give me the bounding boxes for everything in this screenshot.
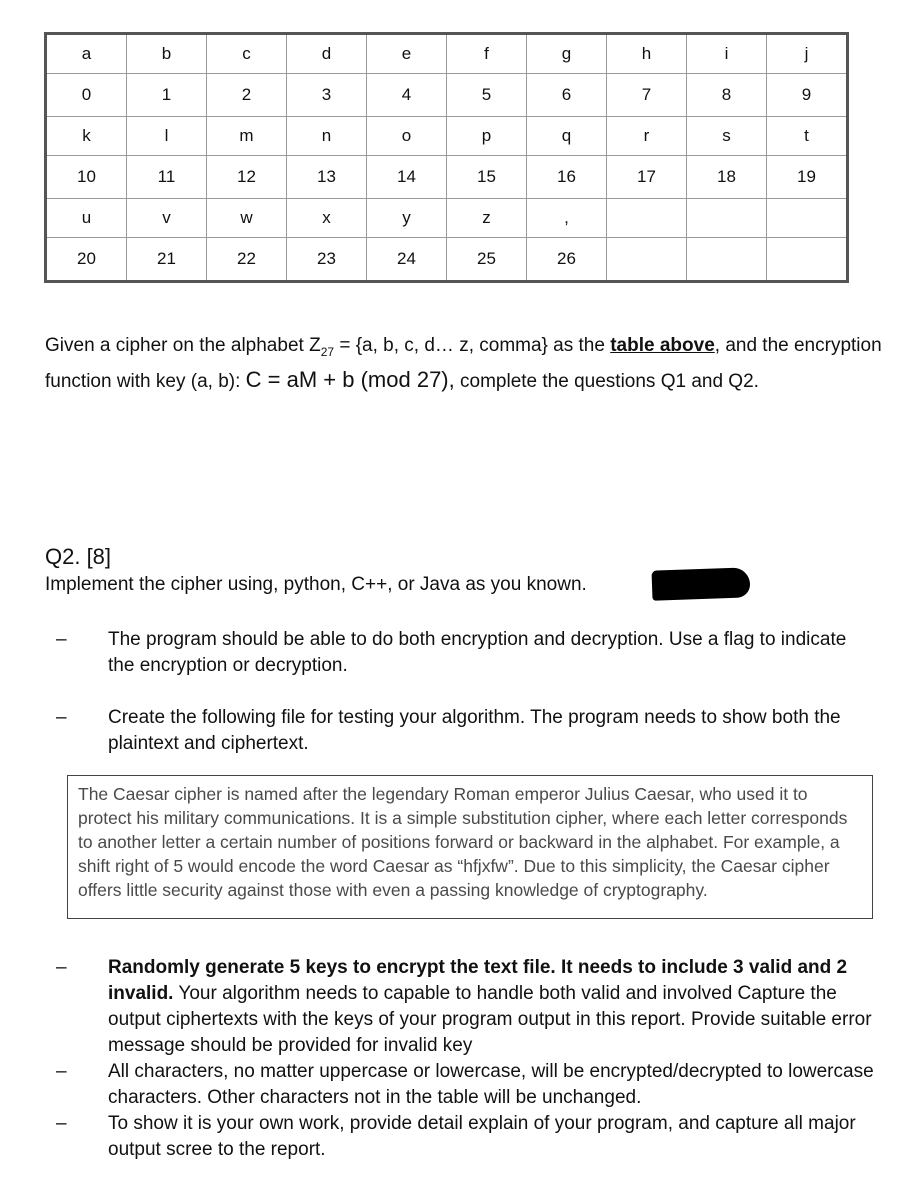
letter-cell: h xyxy=(607,34,687,74)
number-cell: 13 xyxy=(287,156,367,199)
number-cell: 18 xyxy=(687,156,767,199)
bullet-item xyxy=(56,1059,876,1111)
letter-cell: p xyxy=(447,117,527,156)
letter-cell: b xyxy=(127,34,207,74)
bullet-item xyxy=(56,705,868,757)
table-row xyxy=(46,156,848,199)
number-cell: 19 xyxy=(767,156,848,199)
intro-text-1: Given a cipher on the alphabet Z xyxy=(45,335,321,356)
letter-cell: x xyxy=(287,199,367,238)
letter-cell xyxy=(767,199,848,238)
table-row xyxy=(46,238,848,282)
letter-cell: j xyxy=(767,34,848,74)
number-cell: 26 xyxy=(527,238,607,282)
table-row xyxy=(46,74,848,117)
number-cell: 11 xyxy=(127,156,207,199)
dash-marker: – xyxy=(56,1061,67,1082)
number-cell xyxy=(767,238,848,282)
intro-paragraph xyxy=(45,332,885,395)
number-cell: 6 xyxy=(527,74,607,117)
letter-cell: z xyxy=(447,199,527,238)
alphabet-subscript: 27 xyxy=(320,344,335,359)
letter-cell: m xyxy=(207,117,287,156)
dash-marker: – xyxy=(56,707,67,728)
number-cell: 23 xyxy=(287,238,367,282)
bullet-item xyxy=(56,1111,876,1163)
number-cell: 5 xyxy=(447,74,527,117)
bullet-list-3 xyxy=(56,955,876,1163)
number-cell: 3 xyxy=(287,74,367,117)
number-cell: 8 xyxy=(687,74,767,117)
number-cell: 15 xyxy=(447,156,527,199)
letter-cell: f xyxy=(447,34,527,74)
number-cell: 22 xyxy=(207,238,287,282)
letter-cell: i xyxy=(687,34,767,74)
intro-text-4: complete the questions Q1 and Q2. xyxy=(454,370,759,392)
letter-cell: s xyxy=(687,117,767,156)
letter-cell: n xyxy=(287,117,367,156)
letter-cell: e xyxy=(367,34,447,74)
table-row xyxy=(46,34,848,74)
letter-cell: y xyxy=(367,199,447,238)
letter-cell: g xyxy=(527,34,607,74)
letter-cell xyxy=(687,199,767,238)
table-reference: table above xyxy=(610,335,715,356)
number-cell: 0 xyxy=(46,74,127,117)
bullet-bold-text: Randomly generate 5 keys to encrypt the text file. It needs to include 3 valid and 2 invalid. xyxy=(108,957,848,1004)
bullet-text: All characters, no matter uppercase or lowercase, will be encrypted/decrypted to lowercase characters. Other characters not in the table will be unchanged. xyxy=(108,1061,874,1108)
number-cell: 1 xyxy=(127,74,207,117)
number-cell xyxy=(607,238,687,282)
letter-cell: a xyxy=(46,34,127,74)
number-cell: 9 xyxy=(767,74,848,117)
letter-cell xyxy=(607,199,687,238)
number-cell: 24 xyxy=(367,238,447,282)
q2-description: Implement the cipher using, python, C++, or Java as you known. xyxy=(45,574,587,595)
number-cell: 14 xyxy=(367,156,447,199)
number-cell: 7 xyxy=(607,74,687,117)
intro-text-3: , and the encryption function with key (a, b): xyxy=(45,335,882,392)
letter-cell: w xyxy=(207,199,287,238)
bullet-text: To show it is your own work, provide detail explain of your program, and capture all major output scree to the report. xyxy=(108,1113,856,1160)
letter-cell: o xyxy=(367,117,447,156)
bullet-item xyxy=(56,627,868,679)
number-cell: 2 xyxy=(207,74,287,117)
bullet-list-2 xyxy=(56,705,868,757)
table-row xyxy=(46,117,848,156)
sample-text-box: The Caesar cipher is named after the legendary Roman emperor Julius Caesar, who used it to protect his military communications. It is a simple substitution cipher, where each letter corresponds to another letter a certain number of positions forward or backward in the alphabet. For example, a shift right of 5 would encode the word Caesar as “hfjxfw”. Due to this simplicity, the Caesar cipher offers little security against those with even a passing knowledge of cryptography. xyxy=(67,775,873,919)
bullet-text: Create the following file for testing your algorithm. The program needs to show both the plaintext and ciphertext. xyxy=(108,707,841,754)
number-cell: 21 xyxy=(127,238,207,282)
q2-heading: Q2. [8] xyxy=(45,544,112,569)
letter-cell: v xyxy=(127,199,207,238)
number-cell: 20 xyxy=(46,238,127,282)
letter-cell: r xyxy=(607,117,687,156)
bullet-text: Your algorithm needs to capable to handle both valid and involved Capture the output ciphertexts with the keys of your program output in this report. Provide suitable error message should be provided for invalid key xyxy=(108,983,872,1056)
number-cell: 16 xyxy=(527,156,607,199)
number-cell: 4 xyxy=(367,74,447,117)
letter-cell: t xyxy=(767,117,848,156)
intro-text-2: = {a, b, c, d… z, comma} as the xyxy=(334,335,611,356)
letter-cell: l xyxy=(127,117,207,156)
letter-cell: , xyxy=(527,199,607,238)
redaction-mark xyxy=(652,567,751,600)
letter-cell: q xyxy=(527,117,607,156)
number-cell: 12 xyxy=(207,156,287,199)
bullet-text: The program should be able to do both encryption and decryption. Use a flag to indicate the encryption or decryption. xyxy=(108,629,847,676)
number-cell xyxy=(687,238,767,282)
bullet-list-1 xyxy=(56,627,868,679)
dash-marker: – xyxy=(56,957,67,978)
letter-cell: k xyxy=(46,117,127,156)
alphabet-table xyxy=(44,32,849,283)
letter-cell: c xyxy=(207,34,287,74)
dash-marker: – xyxy=(56,1113,67,1134)
bullet-item xyxy=(56,955,876,1059)
table-row xyxy=(46,199,848,238)
dash-marker: – xyxy=(56,629,67,650)
encryption-formula: C = aM + b (mod 27), xyxy=(245,366,455,392)
number-cell: 10 xyxy=(46,156,127,199)
number-cell: 17 xyxy=(607,156,687,199)
letter-cell: d xyxy=(287,34,367,74)
letter-cell: u xyxy=(46,199,127,238)
number-cell: 25 xyxy=(447,238,527,282)
